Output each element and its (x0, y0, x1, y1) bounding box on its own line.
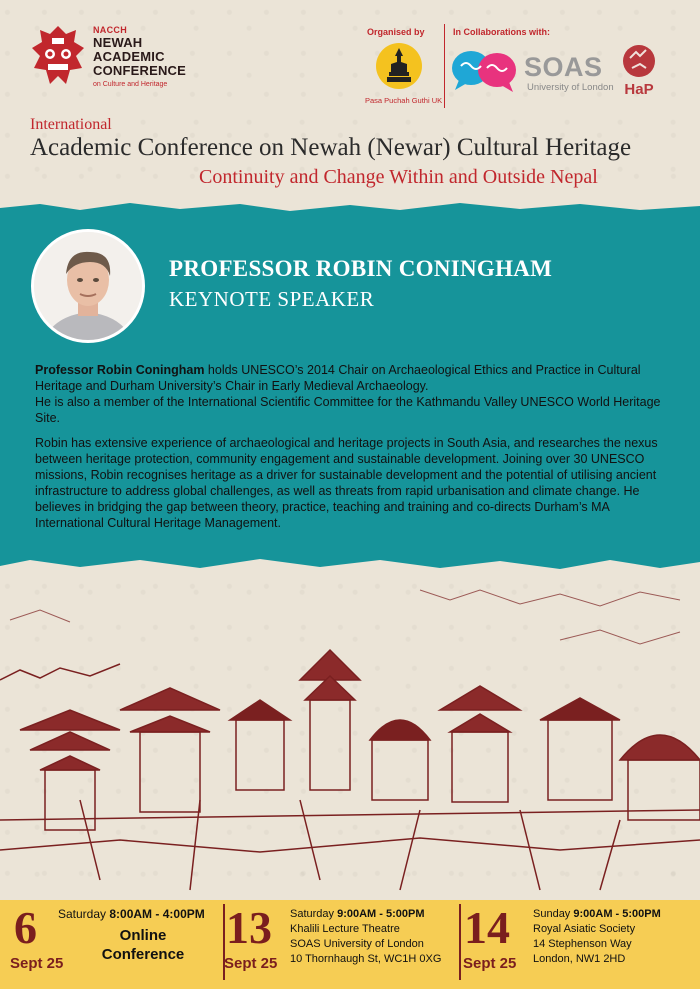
international-label: International (30, 116, 112, 133)
event-1-line2: Conference (101, 946, 185, 963)
event-3-time: 9:00AM - 5:00PM (573, 908, 661, 920)
event-1-location (88, 926, 198, 964)
event-3-line3: London, NW1 2HD (533, 953, 626, 965)
collaborator-speech-logo (451, 46, 517, 94)
event-3-details (533, 907, 661, 967)
bio-speaker-name: Professor Robin Coningham (35, 363, 205, 377)
speaker-portrait (31, 229, 145, 343)
event-1-month: Sept 25 (10, 955, 64, 972)
event-3-line2: 14 Stephenson Way (533, 938, 632, 950)
soas-subtitle: University of London (527, 82, 614, 93)
hap-logo-text: HaP (624, 81, 654, 98)
conference-subtitle: Continuity and Change Within and Outside Nepal (199, 166, 598, 188)
event-2-details (290, 907, 441, 967)
event-2-time: 9:00AM - 5:00PM (337, 908, 425, 920)
event-1-line1: Online (119, 927, 167, 944)
event-1-when (58, 907, 205, 922)
organised-by-label: Organised by (367, 27, 425, 37)
footer-divider-2 (459, 904, 461, 980)
speaker-name: PROFESSOR ROBIN CONINGHAM (169, 256, 553, 281)
event-2-line1: Khalili Lecture Theatre (290, 923, 400, 935)
nacch-label: NACCH (93, 25, 127, 35)
event-1-day: 6 (14, 902, 37, 953)
event-2-line3: 10 Thornhaugh St, WC1H 0XG (290, 953, 442, 965)
bio-p1b-text: He is also a member of the International Scientific Committee for the Kathmandu Valley UNESCO World Heritage Site. (35, 395, 661, 425)
header-divider (444, 24, 445, 108)
event-3-line1: Royal Asiatic Society (533, 923, 636, 935)
event-2-when (290, 907, 441, 922)
speaker-role: KEYNOTE SPEAKER (169, 287, 375, 311)
temple-sketch-illustration (0, 560, 700, 910)
collaborations-label: In Collaborations with: (453, 27, 550, 37)
event-3-when (533, 907, 661, 922)
organiser-name: Pasa Puchah Guthi UK (365, 96, 443, 105)
speaker-bio (35, 362, 675, 540)
bio-paragraph-2: Robin has extensive experience of archaeological and heritage projects in South Asia, and researches the nexus between heritage protection, community engagement and sustainable development. Joining over 30 UNESCO missions, Robin recognises heritage as a driver for sustainable development and the potential of utilising ancient infrastructure to address global challenges, as well as threats from rapid urbanisation and climate change. He believes in bridging the gap between theory, practice, teaching and training and co-directs Durham’s MA International Cultural Heritage Management. (35, 436, 658, 530)
event-2-month: Sept 25 (224, 955, 278, 972)
event-1-time: 8:00AM - 4:00PM (109, 907, 205, 921)
conference-sub: on Culture and Heritage (93, 81, 168, 88)
main-title: Academic Conference on Newah (Newar) Cultural Heritage (30, 134, 632, 161)
event-1-weekday: Saturday (58, 907, 107, 921)
bio-p1-text: holds UNESCO’s 2014 Chair on Archaeological Ethics and Practice in Cultural Heritage and Durham University’s Chair in Early Medieval Archaeology. (35, 363, 641, 393)
event-3-weekday: Sunday (533, 908, 571, 920)
newah-mask-logo (30, 24, 86, 92)
hap-logo (620, 44, 658, 100)
event-2-weekday: Saturday (290, 908, 335, 920)
bio-paragraph-1 (35, 362, 675, 426)
event-3-day: 14 (464, 902, 510, 953)
event-3-month: Sept 25 (463, 955, 517, 972)
event-2-day: 13 (226, 902, 272, 953)
conference-name: NEWAH ACADEMIC CONFERENCE (93, 35, 187, 78)
soas-logo: SOAS (524, 52, 603, 82)
event-2-line2: SOAS University of London (290, 938, 424, 950)
pasa-puchah-guthi-logo (375, 42, 423, 90)
portrait-illustration (34, 232, 142, 340)
